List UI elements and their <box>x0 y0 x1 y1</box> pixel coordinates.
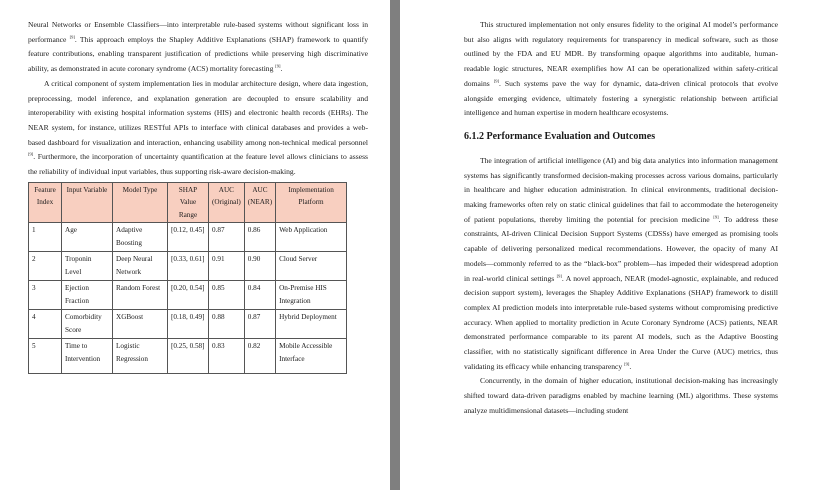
table-cell: [0.12, 0.45] <box>168 223 209 252</box>
table-row <box>29 339 347 374</box>
table-cell: [0.20, 0.54] <box>168 281 209 310</box>
table-cell: 0.84 <box>244 281 275 310</box>
table-cell: 0.90 <box>244 252 275 281</box>
table-row <box>29 223 347 252</box>
table-cell: Adaptive Boosting <box>113 223 168 252</box>
table-cell: 0.87 <box>244 310 275 339</box>
right-paragraph-2: The integration of artificial intelligence (AI) and big data analytics into information management systems has significantly transformed decision-making processes across various domains, particularly in healthcare and higher education administration. In clinical environments, traditional decision-making frameworks often rely on static clinical guidelines that fail to accommodate the heterogeneity of patient populations, thereby limiting the potential for precision medicine [9]. To address these constraints, AI-driven Clinical Decision Support Systems (CDSSs) have emerged as promising tools capable of delivering personalized medical recommendations. However, the opacity of many AI models—commonly referred to as the “black-box” problem—has impeded their widespread adoption in real-world clinical settings [9]. A novel approach, NEAR (model-agnostic, explainable, and reduced decision support system), leverages the Shapley Additive Explanations (SHAP) framework to distill complex AI prediction models into interpretable rule-based systems without compromising predictive accuracy. When applied to mortality prediction in Acute Coronary Syndrome (ACS) patients, NEAR demonstrated performance comparable to its parent AI models, such as the Adaptive Boosting classifier, with no statistically significant difference in Area Under the Curve (AUC) metrics, thus validating its efficacy while enhancing transparency [9]. <box>464 155 778 371</box>
table-cell: 0.82 <box>244 339 275 374</box>
table-cell: 3 <box>29 281 62 310</box>
left-paragraph-1: Neural Networks or Ensemble Classifiers—into interpretable rule-based systems without significant loss in performance [9]. This approach employs the Shapley Additive Explanations (SHAP) framework to quantify feature contributions, enabling transparent justification of predictions while preserving high discriminative ability, as demonstrated in acute coronary syndrome (ACS) mortality forecasting [9]. <box>28 20 369 74</box>
table-cell: 0.87 <box>209 223 245 252</box>
table-cell: 4 <box>29 310 62 339</box>
table-cell: 5 <box>29 339 62 374</box>
table-cell: 0.83 <box>209 339 245 374</box>
citation-marker: [9] <box>69 34 75 40</box>
table-cell: Time to Intervention <box>62 339 113 374</box>
header-cell: Model Type <box>113 182 168 223</box>
citation-marker: [9] <box>713 214 719 220</box>
table-row <box>29 252 347 281</box>
table-cell: Troponin Level <box>62 252 113 281</box>
citation-marker: [9] <box>275 63 281 69</box>
table-cell: Logistic Regression <box>113 339 168 374</box>
section-heading: 6.1.2 Performance Evaluation and Outcomes <box>464 130 656 142</box>
table-cell: Age <box>62 223 113 252</box>
header-cell: Implementation Platform <box>276 182 347 223</box>
table-cell: 0.91 <box>209 252 245 281</box>
table-cell: 0.88 <box>209 310 245 339</box>
left-page <box>0 0 390 490</box>
table-cell: Random Forest <box>113 281 168 310</box>
table-header-row <box>29 182 347 223</box>
table-cell: Mobile Accessible Interface <box>276 339 347 374</box>
table-cell: On-Premise HIS Integration <box>276 281 347 310</box>
table-cell: [0.25, 0.58] <box>168 339 209 374</box>
header-cell: AUC (Original) <box>209 182 245 223</box>
table-cell: Web Application <box>276 223 347 252</box>
header-cell: SHAP Value Range <box>168 182 209 223</box>
header-cell: Input Variable <box>62 182 113 223</box>
citation-marker: [9] <box>493 78 499 84</box>
header-cell: AUC (NEAR) <box>244 182 275 223</box>
header-cell: Feature Index <box>29 182 62 223</box>
citation-marker: [9] <box>28 151 34 157</box>
feature-table <box>28 182 347 375</box>
citation-marker: [9] <box>556 273 562 279</box>
table-cell: 1 <box>29 223 62 252</box>
table-cell: Comorbidity Score <box>62 310 113 339</box>
table-cell: XGBoost <box>113 310 168 339</box>
table-row <box>29 310 347 339</box>
table-cell: Ejection Fraction <box>62 281 113 310</box>
table-cell: 0.85 <box>209 281 245 310</box>
right-paragraph-1: This structured implementation not only ensures fidelity to the original AI model’s performance but also aligns with regulatory requirements for transparency in medical software, such as those outlined by the FDA and EU MDR. By transforming opaque algorithms into auditable, human-readable logic structures, NEAR exemplifies how AI can be operationalized within safety-critical domains [9]. Such systems pave the way for dynamic, data-driven clinical protocols that evolve alongside emerging evidence, ultimately fostering a synergistic relationship between artificial intelligence and human expertise in modern healthcare ecosystems. <box>464 20 778 118</box>
table-cell: Cloud Server <box>276 252 347 281</box>
left-paragraph-2: A critical component of system implementation lies in modular architecture design, where data ingestion, preprocessing, model inference, and explanation generation are decoupled to ensure scalability and interoperability with existing hospital information systems (HIS) and electronic health records (EHRs). The NEAR system, for instance, utilizes RESTful APIs to interface with clinical databases and provides a web-based dashboard for visualization and interaction, enhancing usability among non-technical medical personnel [9]. Furthermore, the incorporation of uncertainty quantification at the feature level allows clinicians to assess the reliability of individual input variables, thus supporting risk-aware decision-making. <box>28 78 368 177</box>
table-cell: 2 <box>29 252 62 281</box>
citation-marker: [9] <box>624 361 630 367</box>
table-cell: Deep Neural Network <box>113 252 168 281</box>
table-cell: Hybrid Deployment <box>276 310 347 339</box>
table-cell: [0.33, 0.61] <box>168 252 209 281</box>
table-row <box>29 281 347 310</box>
right-paragraph-3: Concurrently, in the domain of higher education, institutional decision-making has increasingly shifted toward data-driven paradigms enabled by machine learning (ML) algorithms. These systems analyze multidimensional datasets—including student <box>464 376 778 415</box>
right-page <box>400 0 820 490</box>
table-cell: [0.18, 0.49] <box>168 310 209 339</box>
table-cell: 0.86 <box>244 223 275 252</box>
